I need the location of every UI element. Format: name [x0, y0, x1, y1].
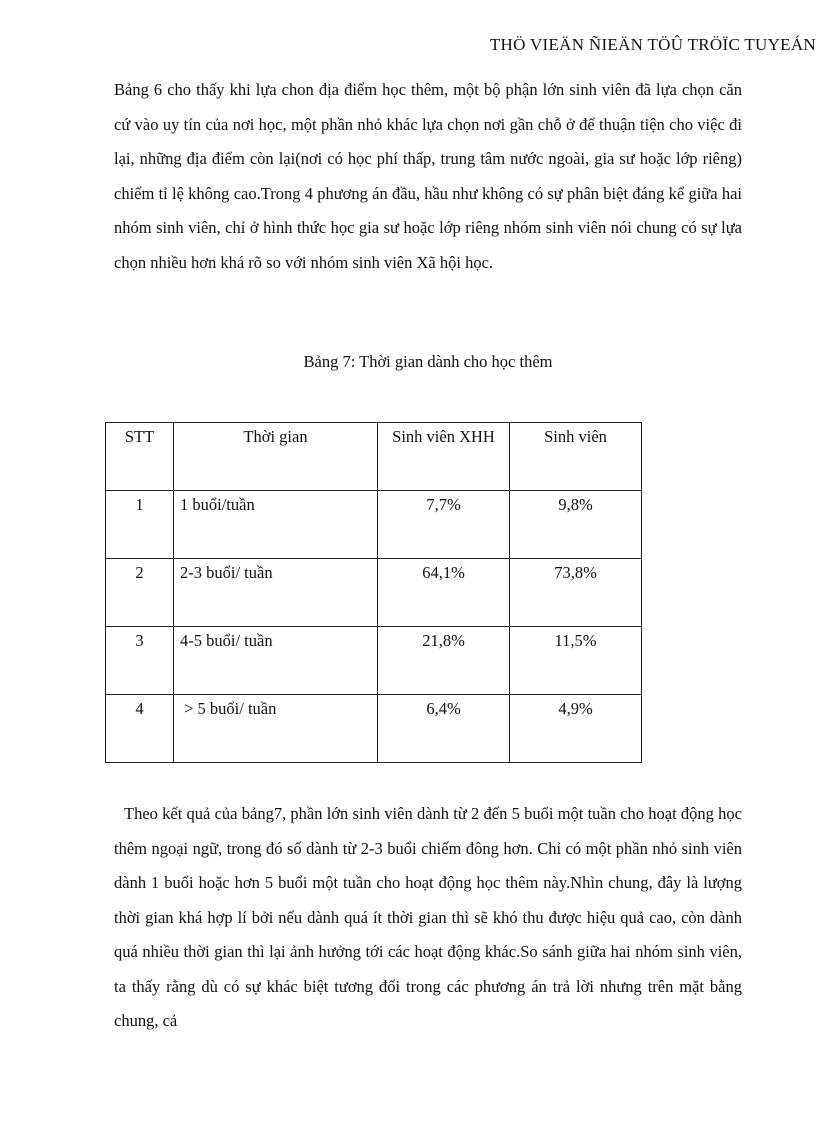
cell-time: > 5 buổi/ tuần [174, 695, 378, 763]
cell-time: 4-5 buổi/ tuần [174, 627, 378, 695]
cell-students: 11,5% [510, 627, 642, 695]
cell-stt: 1 [106, 491, 174, 559]
cell-time: 2-3 buổi/ tuần [174, 559, 378, 627]
table-caption: Bảng 7: Thời gian dành cho học thêm [303, 352, 553, 371]
cell-sociology-students: 21,8% [378, 627, 510, 695]
table-row [106, 491, 642, 559]
cell-sociology-students: 6,4% [378, 695, 510, 763]
table-header-row [106, 423, 642, 491]
cell-stt: 4 [106, 695, 174, 763]
cell-stt: 2 [106, 559, 174, 627]
table-row [106, 695, 642, 763]
paragraph-table7-analysis: Theo kết quả của bảng7, phần lớn sinh viên dành từ 2 đến 5 buổi một tuần cho hoạt động học thêm ngoại ngữ, trong đó số dành từ 2-3 buổi chiếm đông hơn. Chỉ có một phần nhỏ sinh viên dành 1 buổi hoặc hơn 5 buổi một tuần cho hoạt động học thêm này.Nhìn chung, đây là lượng thời gian khá hợp lí bởi nếu dành quá ít thời gian thì sẽ khó thu được hiệu quả cao, còn dành quá nhiều thời gian thì lại ảnh hưởng tới các hoạt động khác.So sánh giữa hai nhóm sinh viên, ta thấy rằng dù có sự khác biệt tương đối trong các phương án trả lời nhưng trên mặt bằng chung, cả [114, 804, 742, 1030]
cell-stt: 3 [106, 627, 174, 695]
cell-sociology-students: 7,7% [378, 491, 510, 559]
cell-students: 4,9% [510, 695, 642, 763]
table-row [106, 627, 642, 695]
study-time-table [105, 422, 642, 763]
header-sociology-students: Sinh viên XHH [378, 423, 510, 491]
header-time: Thời gian [174, 423, 378, 491]
cell-students: 73,8% [510, 559, 642, 627]
cell-students: 9,8% [510, 491, 642, 559]
cell-time: 1 buổi/tuần [174, 491, 378, 559]
page-header-title: THÖ VIEÄN ÑIEÄN TÖÛ TRÖÏC TUYEÁN [489, 35, 816, 54]
header-students: Sinh viên [510, 423, 642, 491]
paragraph-table6-summary: Bảng 6 cho thấy khi lựa chon địa điểm học thêm, một bộ phận lớn sinh viên đã lựa chọn căn cứ vào uy tín của nơi học, một phần nhỏ khác lựa chọn nơi gần chỗ ở để thuận tiện cho việc đi lại, những địa điểm còn lại(nơi có học phí thấp, trung tâm nước ngoài, gia sư hoặc lớp riêng) chiếm tỉ lệ không cao.Trong 4 phương án đầu, hầu như không có sự phân biệt đáng kể giữa hai nhóm sinh viên, chỉ ở hình thức học gia sư hoặc lớp riêng nhóm sinh viên nói chung có sự lựa chọn nhiều hơn khá rõ so với nhóm sinh viên Xã hội học. [114, 80, 742, 272]
header-stt: STT [106, 423, 174, 491]
table-row [106, 559, 642, 627]
cell-sociology-students: 64,1% [378, 559, 510, 627]
